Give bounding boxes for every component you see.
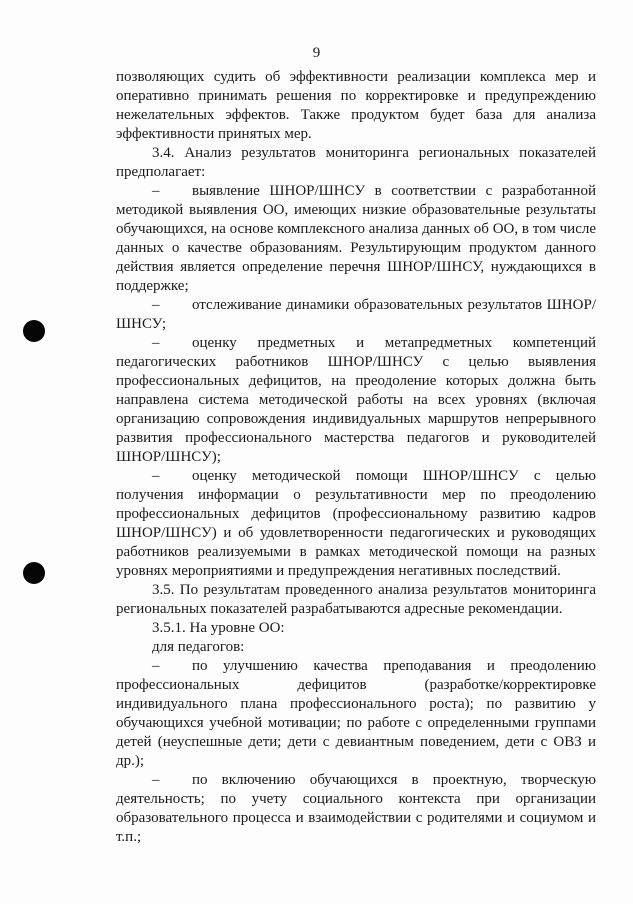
paragraph-section-3-5 (116, 581, 596, 619)
paragraph-section-3-4 (116, 144, 596, 182)
bullet-dash: – (152, 468, 160, 484)
paragraph-continuation (116, 68, 596, 144)
bullet-dash: – (152, 183, 160, 199)
list-item-text: по включению обучающихся в проектную, творческую деятельность; по учету социального контекста при организации образовательного процесса и взаимодействии с родителями и социумом и т.п.; (116, 772, 596, 845)
paragraph-text: 3.5. По результатам проведенного анализа результатов мониторинга региональных показателей разрабатываются адресные рекомендации. (116, 582, 596, 617)
bullet-dash: – (152, 658, 160, 674)
list-item (116, 334, 596, 467)
page-number: 9 (312, 45, 321, 61)
paragraph-text: 3.5.1. На уровне ОО: (152, 620, 285, 636)
paragraph-text: 3.4. Анализ результатов мониторинга региональных показателей предполагает: (116, 145, 596, 180)
bullet-dash: – (152, 297, 160, 313)
list-item-text: по улучшению качества преподавания и преодолению профессиональных дефицитов (разработке/корректировке индивидуального плана профессионального роста); по развитию у обучающихся учебной мотивации; по работе с определенными группами детей (неуспешные дети; дети с девиантным поведением, дети с ОВЗ и др.); (116, 658, 596, 769)
list-item-text: оценку методической помощи ШНОР/ШНСУ с целью получения информации о результативности мер по преодолению профессиональных дефицитов (профессиональному развитию кадров ШНОР/ШНСУ) и об удовлетворенности педагогических и руководящих работников реализуемыми в рамках методической помощи на разных уровнях мероприятиями и предупреждения негативных последствий. (116, 468, 596, 579)
paragraph-text: для педагогов: (152, 639, 245, 655)
punch-hole-mark (23, 562, 45, 584)
bullet-dash: – (152, 335, 160, 351)
list-item (116, 771, 596, 847)
list-item-text: оценку предметных и метапредметных компетенций педагогических работников ШНОР/ШНСУ с целью выявления профессиональных дефицитов, на преодоление которых должна быть направлена система методической работы на всех уровнях (включая организацию сопровождения индивидуальных маршрутов непрерывного развития профессионального мастерства педагогов и руководителей ШНОР/ШНСУ); (116, 335, 596, 465)
list-item (116, 182, 596, 296)
paragraph-for-teachers (116, 638, 596, 657)
list-item (116, 467, 596, 581)
punch-hole-mark (23, 320, 45, 342)
list-item (116, 296, 596, 334)
paragraph-text: позволяющих судить об эффективности реализации комплекса мер и оперативно принимать решения по корректировке и предупреждению нежелательных эффектов. Также продуктом будет база для анализа эффективности принятых мер. (116, 69, 596, 142)
list-item-text: выявление ШНОР/ШНСУ в соответствии с разработанной методикой выявления ОО, имеющих низкие образовательные результаты обучающихся, на основе комплексного анализа данных об ОО, в том числе данных о качестве образованиям. Результирующим продуктом данного действия является определение перечня ШНОР/ШНСУ, нуждающихся в поддержке; (116, 183, 596, 294)
document-body (116, 68, 596, 847)
paragraph-section-3-5-1 (116, 619, 596, 638)
bullet-dash: – (152, 772, 160, 788)
list-item-text: отслеживание динамики образовательных результатов ШНОР/ШНСУ; (116, 297, 596, 332)
list-item (116, 657, 596, 771)
